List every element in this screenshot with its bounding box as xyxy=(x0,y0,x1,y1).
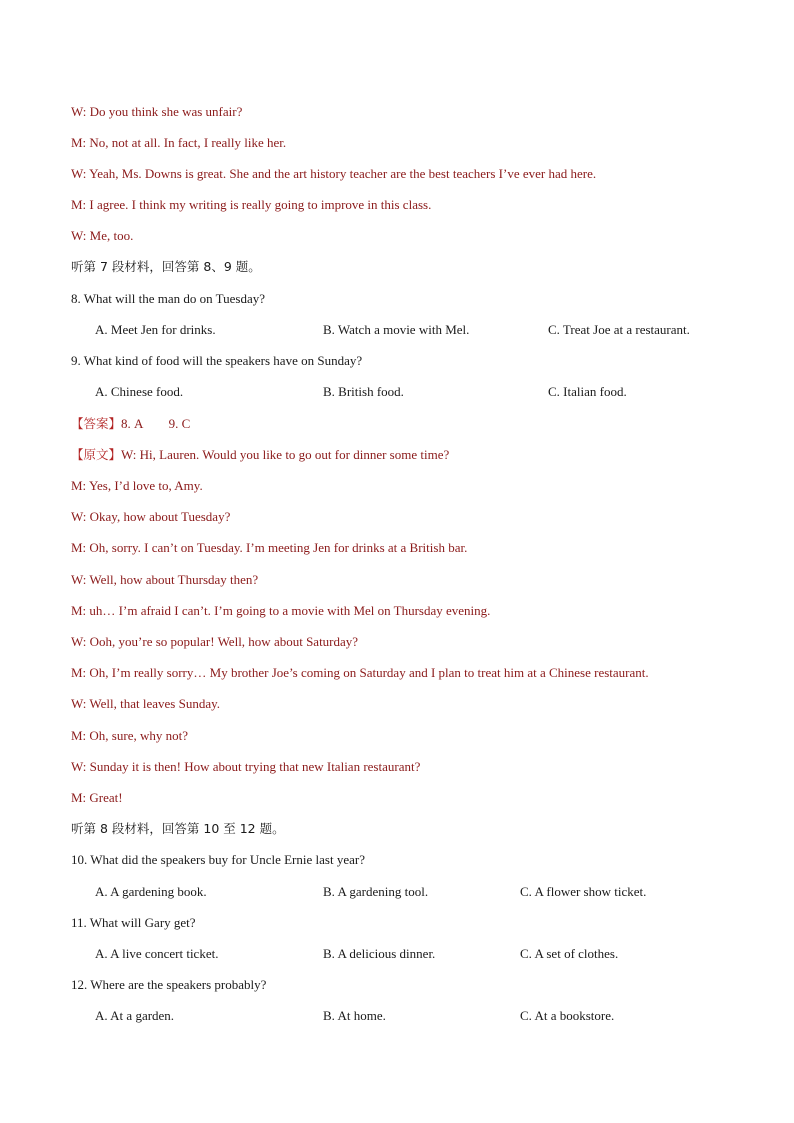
q10-option-c: C. A flower show ticket. xyxy=(520,884,647,899)
transcript-line: M: uh… I’m afraid I can’t. I’m going to a movie with Mel on Thursday evening. xyxy=(71,603,491,618)
transcript-line: M: Great! xyxy=(71,790,123,805)
q10-option-b: B. A gardening tool. xyxy=(323,884,429,899)
transcript-label: 【原文】 xyxy=(71,447,122,462)
q11-option-c: C. A set of clothes. xyxy=(520,946,619,961)
q12-option-c: C. At a bookstore. xyxy=(520,1008,615,1023)
transcript-line: W: Well, that leaves Sunday. xyxy=(71,696,221,711)
question-11: 11. What will Gary get? xyxy=(71,915,196,930)
question-10: 10. What did the speakers buy for Uncle Ernie last year? xyxy=(71,852,365,867)
answer-text: 8. A 9. C xyxy=(121,416,191,431)
q9-option-a: A. Chinese food. xyxy=(95,384,184,399)
answer-line xyxy=(71,415,190,433)
q9-option-c: C. Italian food. xyxy=(548,384,627,399)
dialogue-line: M: No, not at all. In fact, I really like her. xyxy=(71,135,287,150)
q10-option-a: A. A gardening book. xyxy=(95,884,207,899)
q8-option-b: B. Watch a movie with Mel. xyxy=(323,322,470,337)
question-8: 8. What will the man do on Tuesday? xyxy=(71,291,266,306)
section-heading: 听第 7 段材料，回答第 8、9 题。 xyxy=(71,259,261,274)
q8-option-a: A. Meet Jen for drinks. xyxy=(95,322,216,337)
transcript-line: W: Sunday it is then! How about trying that new Italian restaurant? xyxy=(71,759,421,774)
transcript-line: M: Oh, sure, why not? xyxy=(71,728,188,743)
section-heading: 听第 8 段材料，回答第 10 至 12 题。 xyxy=(71,821,285,836)
dialogue-line: W: Me, too. xyxy=(71,228,134,243)
q11-option-b: B. A delicious dinner. xyxy=(323,946,436,961)
q12-option-a: A. At a garden. xyxy=(95,1008,175,1023)
q9-option-b: B. British food. xyxy=(323,384,404,399)
q12-option-b: B. At home. xyxy=(323,1008,386,1023)
transcript-first-line xyxy=(71,446,449,464)
transcript-line: W: Okay, how about Tuesday? xyxy=(71,509,231,524)
dialogue-line: W: Do you think she was unfair? xyxy=(71,104,243,119)
transcript-line: M: Oh, sorry. I can’t on Tuesday. I’m meeting Jen for drinks at a British bar. xyxy=(71,540,468,555)
dialogue-line: W: Yeah, Ms. Downs is great. She and the art history teacher are the best teachers I’ve ever had here. xyxy=(71,166,597,181)
q11-option-a: A. A live concert ticket. xyxy=(95,946,219,961)
question-9: 9. What kind of food will the speakers have on Sunday? xyxy=(71,353,363,368)
transcript-line: W: Well, how about Thursday then? xyxy=(71,572,259,587)
transcript-line: M: Oh, I’m really sorry… My brother Joe’s coming on Saturday and I plan to treat him at a Chinese restaurant. xyxy=(71,665,649,680)
transcript-line: W: Hi, Lauren. Would you like to go out for dinner some time? xyxy=(121,447,450,462)
transcript-line: W: Ooh, you’re so popular! Well, how about Saturday? xyxy=(71,634,359,649)
transcript-line: M: Yes, I’d love to, Amy. xyxy=(71,478,203,493)
q8-option-c: C. Treat Joe at a restaurant. xyxy=(548,322,690,337)
answer-label: 【答案】 xyxy=(71,416,122,431)
question-12: 12. Where are the speakers probably? xyxy=(71,977,267,992)
dialogue-line: M: I agree. I think my writing is really going to improve in this class. xyxy=(71,197,432,212)
